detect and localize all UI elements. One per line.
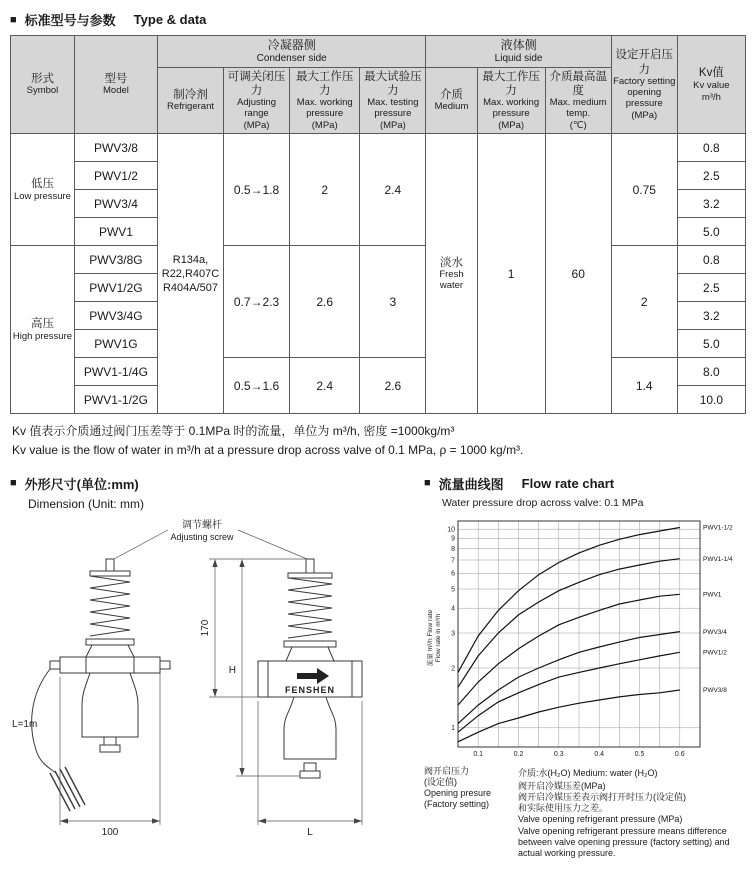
model-cell: PWV1-1/2G xyxy=(74,386,157,414)
factory-setting-cell: 0.75 xyxy=(611,134,677,246)
xlabel-zh2: (设定值) xyxy=(424,776,457,787)
flow-chart-subtitle: Water pressure drop across valve: 0.1 MPa xyxy=(442,496,644,509)
col-header-max-working-liquid xyxy=(477,67,545,134)
col-header-max-medium-temp xyxy=(545,67,611,134)
header-text-unit: (MPa) xyxy=(498,120,525,132)
refrigerant-line: R404A/507 xyxy=(162,282,219,295)
flow-chart-section xyxy=(424,470,746,860)
header-text-zh: 冷凝器侧 xyxy=(267,38,316,52)
svg-text:9: 9 xyxy=(451,535,455,543)
pressure-group-high xyxy=(11,246,75,414)
col-header-refrigerant xyxy=(157,67,223,134)
note-line: Valve opening refrigerant pressure means difference between valve opening pressure (factory setting) and actual working pressure. xyxy=(518,825,730,859)
model-cell: PWV3/4G xyxy=(74,302,157,330)
header-text-en: Liquid side xyxy=(494,53,543,64)
svg-text:3: 3 xyxy=(451,630,455,638)
model-cell: PWV3/4 xyxy=(74,190,157,218)
header-text-zh: Kv值 xyxy=(698,67,724,80)
adjusting-screw-label xyxy=(114,518,307,559)
kv-cell: 2.5 xyxy=(677,162,745,190)
max-working-cell: 2 xyxy=(290,134,360,246)
header-text-zh: 形式 xyxy=(30,73,54,86)
model-cell: PWV1-1/4G xyxy=(74,358,157,386)
header-text-unit: (MPa) xyxy=(243,120,270,132)
square-bullet-icon: ■ xyxy=(424,477,431,490)
svg-text:2: 2 xyxy=(451,665,455,673)
svg-text:0.3: 0.3 xyxy=(553,750,564,758)
header-text-zh: 型号 xyxy=(104,73,128,86)
header-text-unit: (℃) xyxy=(569,120,587,132)
model-cell: PWV1 xyxy=(74,218,157,246)
svg-text:5: 5 xyxy=(451,586,455,594)
group-label-en: High pressure xyxy=(12,330,73,342)
series-curve xyxy=(458,652,680,732)
header-text-en: Medium xyxy=(434,101,469,113)
medium-temp-cell: 60 xyxy=(545,134,611,414)
kv-cell: 5.0 xyxy=(677,218,745,246)
col-header-max-testing xyxy=(360,67,426,134)
header-text-zh: 介质 xyxy=(439,88,463,101)
flow-chart-title-en: Flow rate chart xyxy=(521,475,615,491)
square-bullet-icon: ■ xyxy=(10,13,17,26)
xlabel-zh1: 阀开启压力 xyxy=(424,765,470,776)
dim-h-label: H xyxy=(228,664,236,676)
max-testing-cell: 2.4 xyxy=(360,134,426,246)
note-line: 和实际使用压力之差。 xyxy=(518,803,609,814)
note-line: Valve opening refrigerant pressure (MPa) xyxy=(518,814,683,825)
series-curve xyxy=(458,690,680,742)
col-header-model xyxy=(74,36,157,134)
header-text-zh: 最大工作压力 xyxy=(295,70,354,97)
refrigerant-cell xyxy=(157,134,223,414)
svg-text:1: 1 xyxy=(451,724,455,732)
adjusting-screw-label-zh: 调节螺杆 xyxy=(182,519,222,531)
liquid-working-cell: 1 xyxy=(477,134,545,414)
section-title-flow-chart xyxy=(424,474,746,493)
svg-text:8: 8 xyxy=(451,545,455,553)
header-text-zh: 介质最高温度 xyxy=(549,70,607,97)
svg-text:6: 6 xyxy=(451,570,455,578)
kv-cell: 0.8 xyxy=(677,246,745,274)
header-text-en: Condenser side xyxy=(256,53,327,64)
header-text-en: Refrigerant xyxy=(167,101,214,113)
flow-rate-chart-svg xyxy=(424,513,746,763)
max-testing-cell: 3 xyxy=(360,246,426,358)
chart-footer xyxy=(424,766,746,860)
header-text-unit: (MPa) xyxy=(379,120,406,132)
adjusting-range-cell: 0.7→2.3 xyxy=(224,246,290,358)
kv-note-zh: Kv 值表示介质通过阀门压差等于 0.1MPa 时的流量，单位为 m³/h, 密度 =1000kg/m³ xyxy=(12,424,455,439)
col-header-factory-setting xyxy=(611,36,677,134)
header-text-zh: 最大工作压力 xyxy=(482,70,540,97)
header-text-zh: 制冷剂 xyxy=(173,88,208,101)
table-row xyxy=(11,246,746,274)
series-label: PWV3/8 xyxy=(703,686,727,694)
series-label: PWV1-1/4 xyxy=(703,555,733,563)
col-header-medium xyxy=(426,67,477,134)
header-text-en: Max. working pressure xyxy=(483,97,540,120)
svg-text:0.1: 0.1 xyxy=(473,750,484,758)
model-cell: PWV3/8 xyxy=(74,134,157,162)
refrigerant-line: R22,R407C xyxy=(161,267,220,280)
col-header-liquid-side xyxy=(426,36,611,68)
adjusting-range-cell: 0.5→1.8 xyxy=(224,134,290,246)
factory-setting-cell: 2 xyxy=(611,246,677,358)
dimension-title-en: Dimension (Unit: mm) xyxy=(28,496,145,511)
header-text-zh: 液体侧 xyxy=(500,38,537,52)
kv-cell: 3.2 xyxy=(677,190,745,218)
adjusting-range-cell: 0.5→1.6 xyxy=(224,358,290,414)
header-text-zh: 设定开启压力 xyxy=(615,49,673,76)
header-text-en: Adjusting range xyxy=(236,97,277,120)
medium-note: 介质:水(H₂O) Medium: water (H₂O) xyxy=(518,767,658,778)
svg-text:4: 4 xyxy=(451,605,455,613)
group-label-zh: 低压 xyxy=(30,178,54,191)
group-label-zh: 高压 xyxy=(30,318,54,331)
capillary-probe xyxy=(50,767,85,811)
header-text-en: Max. medium temp. xyxy=(549,97,607,120)
model-cell: PWV1/2G xyxy=(74,274,157,302)
header-text-en: Kv value xyxy=(693,79,730,91)
header-text-en: Max. working pressure xyxy=(296,97,353,120)
section-title-type-data xyxy=(10,10,746,29)
col-header-adjusting-range xyxy=(224,67,290,134)
svg-text:0.4: 0.4 xyxy=(594,750,605,758)
header-text-zh: 可调关闭压力 xyxy=(227,70,286,97)
left-valve-drawing xyxy=(32,559,170,811)
col-header-symbol xyxy=(11,36,75,134)
chart-ylabel-en: Flow rate in m³/h xyxy=(435,613,442,662)
note-line: 阀开启冷媒压差(MPa) xyxy=(518,780,606,791)
table-row xyxy=(11,134,746,162)
max-working-cell: 2.6 xyxy=(290,246,360,358)
section-title-en: Type & data xyxy=(133,12,207,27)
dimension-drawing-svg xyxy=(10,515,420,845)
svg-text:0.5: 0.5 xyxy=(634,750,645,758)
kv-cell: 0.8 xyxy=(677,134,745,162)
adjusting-screw-label-en: Adjusting screw xyxy=(170,531,234,542)
header-text-en: Factory setting opening pressure xyxy=(613,76,676,109)
dim-l-label: L xyxy=(307,826,313,838)
bottom-section xyxy=(10,470,746,860)
series-label: PWV1/2 xyxy=(703,649,727,657)
kv-cell: 8.0 xyxy=(677,358,745,386)
section-title-dimension xyxy=(10,474,424,493)
dimension-title-zh: 外形尺寸(单位:mm) xyxy=(24,476,139,492)
xlabel-en1: Opening presure xyxy=(424,788,492,799)
kv-note xyxy=(12,422,744,459)
svg-text:7: 7 xyxy=(451,557,455,565)
header-text-unit: (MPa) xyxy=(311,120,338,132)
square-bullet-icon: ■ xyxy=(10,477,17,490)
dimension-labels xyxy=(12,619,313,838)
medium-cell xyxy=(426,134,477,414)
dimension-section xyxy=(10,470,424,860)
table-row xyxy=(11,358,746,386)
model-cell: PWV1G xyxy=(74,330,157,358)
series-curve xyxy=(458,594,680,705)
chart-xlabel xyxy=(424,766,512,860)
model-cell: PWV1/2 xyxy=(74,162,157,190)
chart-ylabel-zh: 流量 m³/h Flow rate xyxy=(427,609,434,666)
series-curve xyxy=(458,631,680,723)
col-header-condenser-side xyxy=(157,36,425,68)
svg-text:0.2: 0.2 xyxy=(513,750,524,758)
series-label: PWV1-1/2 xyxy=(703,524,733,532)
section-title-zh: 标准型号与参数 xyxy=(24,13,116,28)
note-line: 阀开启冷媒压差表示阀打开时压力(设定值) xyxy=(518,791,686,802)
flow-chart-title-zh: 流量曲线图 xyxy=(438,476,504,492)
spec-table xyxy=(10,35,746,414)
svg-text:0.6: 0.6 xyxy=(674,750,685,758)
max-working-cell: 2.4 xyxy=(290,358,360,414)
series-label: PWV1 xyxy=(703,591,722,599)
kv-cell: 5.0 xyxy=(677,330,745,358)
medium-en: Fresh water xyxy=(439,269,464,292)
flow-direction-arrow-icon xyxy=(297,668,329,684)
refrigerant-line: R134a, xyxy=(172,253,209,266)
brand-label: FENSHEN xyxy=(284,684,336,695)
xlabel-en2: (Factory setting) xyxy=(424,799,490,810)
group-label-en: Low pressure xyxy=(13,190,71,202)
kv-cell: 2.5 xyxy=(677,274,745,302)
chart-notes xyxy=(518,766,746,860)
max-testing-cell: 2.6 xyxy=(360,358,426,414)
svg-text:10: 10 xyxy=(447,526,455,534)
pressure-group-low xyxy=(11,134,75,246)
kv-cell: 10.0 xyxy=(677,386,745,414)
col-header-max-working-condenser xyxy=(290,67,360,134)
series-label: PWV3/4 xyxy=(703,628,727,636)
header-text-en: Symbol xyxy=(26,85,59,97)
spring-coil xyxy=(288,578,332,638)
header-text-zh: 最大试验压力 xyxy=(364,70,422,97)
medium-zh: 淡水 xyxy=(439,256,463,269)
header-text-en: Model xyxy=(103,85,129,97)
right-valve-drawing xyxy=(258,559,362,778)
header-text-unit: m³/h xyxy=(701,91,721,103)
dim-170-label: 170 xyxy=(200,619,211,637)
model-cell: PWV3/8G xyxy=(74,246,157,274)
dim-l1m-label: L=1m xyxy=(12,718,38,730)
spring-coil xyxy=(90,576,130,636)
series-curve xyxy=(458,527,680,672)
kv-note-en: Kv value is the flow of water in m³/h at a pressure drop across valve of 0.1 MPa, ρ = 1000 kg/m³. xyxy=(12,443,524,458)
header-row-1 xyxy=(11,36,746,68)
header-text-unit: (MPa) xyxy=(631,109,658,121)
dim-100-label: 100 xyxy=(101,826,119,838)
factory-setting-cell: 1.4 xyxy=(611,358,677,414)
col-header-kv-value xyxy=(677,36,745,134)
kv-cell: 3.2 xyxy=(677,302,745,330)
header-text-en: Max. testing pressure xyxy=(367,97,419,120)
